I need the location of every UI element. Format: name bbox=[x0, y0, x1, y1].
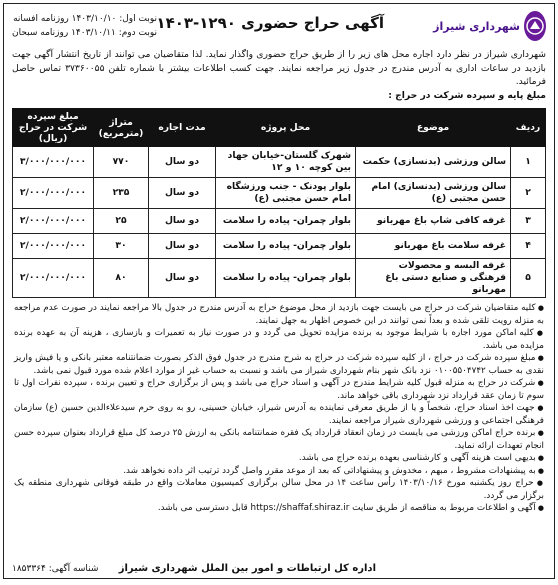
cell-subject: غرفه کافی شاپ باغ مهربانو bbox=[356, 209, 511, 234]
cell-location: بلوار پودنک - جنب ورزشگاه امام حسن مجتبی (ع) bbox=[216, 178, 356, 209]
note-item: ● برنده حراج اماکن ورزشی می بایست در زمان انعقاد قرارداد یک فقره ضمانتنامه بانکی به ارزش ۲۵ درصد کل مبلغ قرارداد بعنوان سپرده حسن انجام تعهدات ارائه نماید. bbox=[14, 427, 544, 452]
cell-area: ۲۳۵ bbox=[94, 178, 149, 209]
auction-table bbox=[12, 108, 546, 298]
footer-organization: اداره کل ارتباطات و امور بین الملل شهرداری شیراز bbox=[118, 563, 376, 574]
header bbox=[4, 4, 554, 48]
shiraz-municipality-logo bbox=[433, 8, 546, 44]
cell-deposit: ۲/۰۰۰/۰۰۰/۰۰۰ bbox=[13, 178, 94, 209]
cell-area: ۲۵ bbox=[94, 209, 149, 234]
table-row bbox=[13, 178, 546, 209]
cell-subject: غرفه البسه و محصولات فرهنگی و صنایع دستی باغ مهربانو bbox=[356, 259, 511, 298]
col-deposit: مبلغ سپرده شرکت در حراج (ریال) bbox=[13, 109, 94, 147]
col-area: متراژ (مترمربع) bbox=[94, 109, 149, 147]
cell-lease-duration: دو سال bbox=[149, 147, 216, 178]
cell-row-number: ۵ bbox=[511, 259, 546, 298]
cell-location: بلوار چمران- پیاده را سلامت bbox=[216, 234, 356, 259]
table-row bbox=[13, 209, 546, 234]
logo-text: شهرداری شیراز bbox=[433, 19, 520, 33]
table-row bbox=[13, 259, 546, 298]
footer bbox=[12, 556, 546, 574]
cell-deposit: ۲/۰۰۰/۰۰۰/۰۰۰ bbox=[13, 234, 94, 259]
ad-identifier: شناسه آگهی: ۱۸۵۳۳۶۴ bbox=[12, 564, 99, 574]
cell-lease-duration: دو سال bbox=[149, 178, 216, 209]
note-item: ● بدیهی است هزینه آگهی و کارشناسی بعهده برنده حراج می باشد. bbox=[14, 452, 544, 465]
col-lease-duration: مدت اجاره bbox=[149, 109, 216, 147]
cell-lease-duration: دو سال bbox=[149, 209, 216, 234]
table-row bbox=[13, 234, 546, 259]
cell-location: بلوار چمران- پیاده را سلامت bbox=[216, 209, 356, 234]
cell-deposit: ۳/۰۰۰/۰۰۰/۰۰۰ bbox=[13, 147, 94, 178]
cell-subject: غرفه سلامت باغ مهربانو bbox=[356, 234, 511, 259]
cell-row-number: ۱ bbox=[511, 147, 546, 178]
intro-subtitle: مبلغ پایه و سپرده شرکت در حراج : bbox=[388, 89, 546, 101]
cell-area: ۷۷۰ bbox=[94, 147, 149, 178]
cell-row-number: ۴ bbox=[511, 234, 546, 259]
second-publication-date: نوبت دوم: ۱۴۰۳/۱۰/۱۱ روزنامه سبحان bbox=[12, 28, 158, 38]
intro-paragraph bbox=[4, 48, 554, 102]
note-item: ● مبلغ سپرده شرکت در حراج ، از کلیه سپرده شرکت در حراج به شرح مندرج در جدول فوق الذکر بصورت ضمانتنامه معتبر بانکی و یا فیش واریز نقدی به حساب ۰۱۰۰۵۵۰۴۷۴۲ نزد بانک شهر بنام شهرداری شیراز می باشد و نسبت به حساب غیر از موارد اعلام شده مورد قبول نمی باشد. bbox=[14, 352, 544, 377]
table-header-row bbox=[13, 109, 546, 147]
cell-deposit: ۲/۰۰۰/۰۰۰/۰۰۰ bbox=[13, 209, 94, 234]
cell-subject: سالن ورزشی (بدنسازی) حکمت bbox=[356, 147, 511, 178]
auction-notice bbox=[3, 3, 555, 579]
table-row bbox=[13, 147, 546, 178]
note-item: ● حراج روز یکشنبه مورخ ۱۴۰۳/۱۰/۱۶ رأس ساعت ۱۴ در محل سالن برگزاری کمیسیون معاملات واقع در طبقه فوقانی شهرداری منطقه یک برگزار می گردد. bbox=[14, 477, 544, 502]
cell-location: شهرک گلستان-خیابان جهاد بین کوچه ۱۰ و ۱۲ bbox=[216, 147, 356, 178]
col-row-number: ردیف bbox=[511, 109, 546, 147]
intro-text: شهرداری شیراز در نظر دارد اجاره محل های زیر را از طریق حراج حضوری واگذار نماید. لذا متقاضیان می توانند از تاریخ انتشار آگهی جهت بازدید در ساعات اداری به آدرس مندرج در جدول زیر مراجعه نمایند. جهت کسب اطلاعات بیشتر با شماره تلفن ۳۷۳۶۰۰۵۵ تماس حاصل فرمائید. bbox=[12, 49, 546, 87]
notes-list bbox=[4, 298, 554, 515]
municipality-emblem-icon bbox=[524, 11, 546, 41]
note-item: ● جهت اخذ اسناد حراج، شخصاً و یا از طریق معرفی نماینده به آدرس شیراز، خیابان حسینی، رو به روی حرم سیدعلاءالدین حسین (ع) سازمان فرهنگی اجتماعی و ورزشی شهرداری شیراز مراجعه نمایند. bbox=[14, 402, 544, 427]
col-location: محل پروژه bbox=[216, 109, 356, 147]
publication-dates bbox=[12, 12, 157, 40]
cell-area: ۸۰ bbox=[94, 259, 149, 298]
cell-lease-duration: دو سال bbox=[149, 259, 216, 298]
note-item: ● کلیه متقاضیان شرکت در حراج می بایست جهت بازدید از محل موضوع حراج به آدرس مندرج در جدول بالا مراجعه نمایند در صورت عدم مراجعه به منزله رویت تلقی شده و بعداً نمی توانند در این خصوص اظهار به جهل نمایند. bbox=[14, 302, 544, 327]
note-item: ● کلیه اماکن مورد اجاره با شرایط موجود به برنده مزایده تحویل می گردد و در صورت نیاز به تعمیرات و بازسازی ، هزینه آن به عهده برنده مزایده می باشد. bbox=[14, 327, 544, 352]
cell-lease-duration: دو سال bbox=[149, 234, 216, 259]
first-publication-date: نوبت اول: ۱۴۰۳/۱۰/۱۰ روزنامه افسانه bbox=[13, 14, 158, 24]
cell-location: بلوار چمران- پیاده را سلامت bbox=[216, 259, 356, 298]
note-item: ● شرکت در حراج به منزله قبول کلیه شرایط مندرج در آگهی و اسناد حراج می باشد و پس از برگزاری حراج و تعیین برنده ، سپرده نفرات اول تا سوم تا زمان عقد قرارداد نزد شهرداری باقی خواهد ماند. bbox=[14, 377, 544, 402]
cell-row-number: ۲ bbox=[511, 178, 546, 209]
col-subject: موضوع bbox=[356, 109, 511, 147]
notice-title: آگهی حراج حضوری ۱۲۹۰-۱۴۰۳ bbox=[156, 14, 384, 32]
note-item: ● به پیشنهادات مشروط ، مبهم ، مخدوش و پیشنهاداتی که بعد از موعد مقرر واصل گردد ترتیب اثر داده نخواهد شد. bbox=[14, 465, 544, 478]
cell-row-number: ۳ bbox=[511, 209, 546, 234]
cell-deposit: ۲/۰۰۰/۰۰۰/۰۰۰ bbox=[13, 259, 94, 298]
cell-area: ۳۰ bbox=[94, 234, 149, 259]
note-item: ● آگهی و اطلاعات مربوط به مناقصه از طریق سایت https://shaffaf.shiraz.ir قابل دسترسی می باشد. bbox=[14, 502, 544, 515]
cell-subject: سالن ورزشی (بدنسازی) امام حسن مجتبی (ع) bbox=[356, 178, 511, 209]
